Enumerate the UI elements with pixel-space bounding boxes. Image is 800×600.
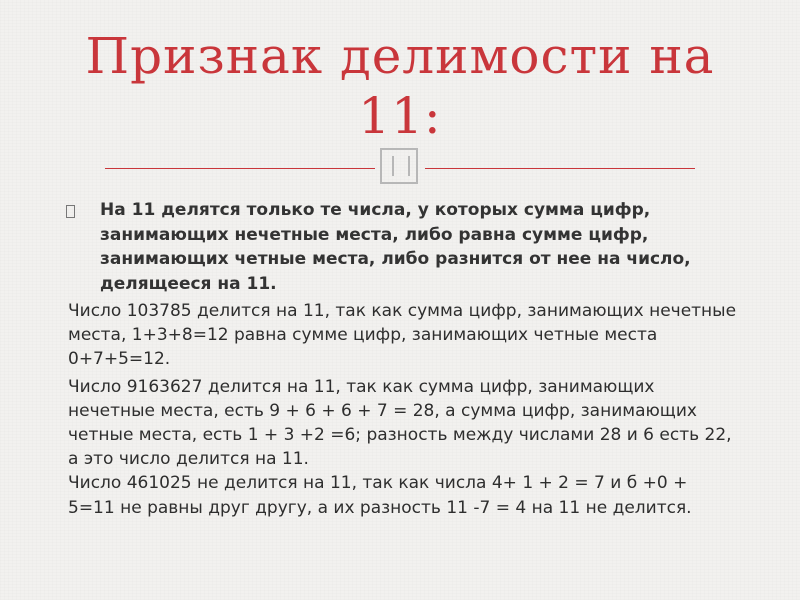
- rule-statement: На 11 делятся только те числа, у которых сумма цифр, занимающих нечетные места, либо равна сумме цифр, занимающих четные места, либо разнится от нее на число, делящееся на 11.: [100, 200, 691, 294]
- example-paragraph-2: Число 9163627 делится на 11, так как сумма цифр, занимающих нечетные места, есть 9 + 6 + 6 + 7 = 28, а сумма цифр, занимающих четные места, есть 1 + 3 +2 =6; разность между числами 28 и 6 есть 22, а это число делится на 11.: [68, 376, 732, 470]
- slide-title: Признак делимости на 11:: [85, 27, 715, 145]
- square-glyph-icon: [380, 148, 418, 184]
- title-divider-left: [105, 168, 375, 169]
- example-paragraph-1: Число 103785 делится на 11, так как сумма цифр, занимающих нечетные места, 1+3+8=12 равна сумме цифр, занимающих четные места 0+7+5=12.: [68, 301, 737, 370]
- square-bullet-icon: [66, 205, 75, 218]
- slide-body: [68, 198, 738, 520]
- bullet-item: [68, 198, 738, 296]
- title-divider-right: [425, 168, 695, 169]
- example-paragraph-3: Число 461025 не делится на 11, так как числа 4+ 1 + 2 = 7 и б +0 + 5=11 не равны друг другу, а их разность 11 -7 = 4 на 11 не делится.: [68, 473, 692, 518]
